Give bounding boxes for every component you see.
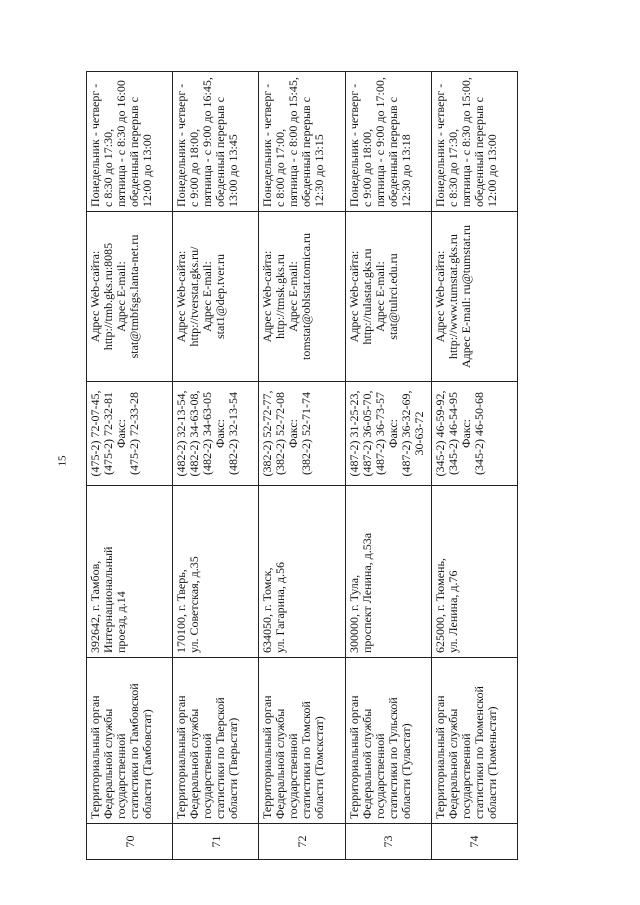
organization-line: Территориальный орган (346, 695, 361, 819)
website-email-line: Адрес Web-сайта: (432, 250, 447, 343)
website-email-line: http://tverstat.gks.ru/ (187, 246, 202, 347)
phone-fax-line: (382-2) 52-71-74 (299, 392, 314, 475)
organization-line: Территориальный орган (88, 695, 102, 819)
address-line: 170100, г. Тверь, (174, 569, 189, 653)
row-number-cell: 70 (87, 824, 173, 860)
website-email-line: http://tmb.gks.ru:8085 (101, 242, 115, 351)
website-email-line: stat@tulrci.edu.ru (385, 253, 400, 340)
rotated-table-frame (86, 72, 518, 860)
website-email-cell (431, 212, 517, 382)
address-cell (87, 486, 173, 658)
website-email-line: Адрес E-mail: (372, 261, 387, 332)
organization-line: Федеральной службы (359, 708, 374, 819)
organization-line: статистики по Тверской (213, 697, 228, 819)
working-hours-line: обеденный перерыв с (385, 96, 400, 207)
working-hours-line: Понедельник - четверг - (174, 83, 189, 207)
phone-fax-line: (475-2) 72-07-45, (88, 390, 102, 477)
organization-line: государственной (372, 733, 387, 819)
organization-cell (87, 658, 173, 824)
phone-fax-cell (87, 382, 173, 486)
organization-line: статистики по Тамбовской (127, 683, 141, 819)
address-line: ул. Советская, д.35 (187, 556, 202, 653)
website-email-line: Адрес Web-сайта: (174, 250, 189, 343)
phone-fax-line: (382-2) 52-72-08 (273, 392, 288, 475)
organization-line: Территориальный орган (432, 695, 447, 819)
working-hours-line: Понедельник - четверг - (346, 83, 361, 207)
address-line: 392642, г. Тамбов, (88, 560, 102, 653)
website-email-line: stat1@dep.tver.ru (213, 253, 228, 340)
phone-fax-line: (475-2) 72-33-28 (127, 392, 141, 475)
website-email-line: Адрес Web-сайта: (260, 250, 275, 343)
phone-fax-line: (487-2) 36-05-70, (359, 390, 374, 477)
territorial-offices-table (86, 71, 518, 860)
address-cell (173, 486, 259, 658)
phone-fax-line: (482-2) 34-63-08, (187, 390, 202, 477)
table-row (87, 72, 173, 860)
working-hours-line: с 8:30 до 17:30, (445, 128, 460, 207)
phone-fax-line: (482-2) 34-63-05 (200, 392, 215, 475)
table-body (87, 72, 518, 860)
organization-cell (345, 658, 431, 824)
working-hours-cell (259, 72, 345, 212)
table-row (345, 72, 431, 860)
phone-fax-line: (487-2) 31-25-23, (346, 390, 361, 477)
address-line: проспект Ленина, д.53а (359, 532, 374, 653)
phone-fax-line: (487-2) 36-73-57 (372, 392, 387, 475)
organization-cell (173, 658, 259, 824)
organization-line: области (Тюменьстат) (484, 706, 499, 819)
working-hours-cell (431, 72, 517, 212)
phone-fax-cell (173, 382, 259, 486)
phone-fax-line: Факс: (286, 419, 301, 448)
organization-line: Федеральной службы (101, 708, 115, 819)
website-email-cell (173, 212, 259, 382)
working-hours-line: обеденный перерыв с (213, 96, 228, 207)
working-hours-line: с 8:30 до 17:30, (101, 128, 115, 207)
organization-line: Федеральной службы (187, 708, 202, 819)
phone-fax-line: (482-2) 32-13-54, (174, 390, 189, 477)
row-number-cell: 71 (173, 824, 259, 860)
phone-fax-line: 30-63-72 (411, 411, 426, 456)
organization-line: Территориальный орган (174, 695, 189, 819)
address-line: Интернациональный (101, 546, 115, 653)
website-email-line: stat@tmbfsgs.lanta-net.ru (127, 234, 141, 359)
address-line: 634050, г. Томск, (260, 567, 275, 653)
working-hours-cell (87, 72, 173, 212)
table-row (431, 72, 517, 860)
website-email-line: tomstat@oblstat.tomica.ru (299, 232, 314, 361)
address-line: 625000, г. Тюмень, (432, 558, 447, 653)
working-hours-line: 13:00 до 13:45 (226, 134, 241, 207)
organization-line: государственной (458, 733, 473, 819)
row-number-cell: 73 (345, 824, 431, 860)
address-cell (259, 486, 345, 658)
organization-line: государственной (114, 733, 128, 819)
phone-fax-line: (345-2) 46-59-92, (432, 390, 447, 477)
phone-fax-line: Факс: (385, 419, 400, 448)
organization-cell (431, 658, 517, 824)
working-hours-line: пятница - с 8:30 до 16:00 (114, 80, 128, 207)
organization-line: области (Тамбовстат) (140, 709, 154, 819)
organization-line: государственной (200, 733, 215, 819)
phone-fax-line: (345-2) 46-50-68 (471, 392, 486, 475)
website-email-cell (87, 212, 173, 382)
working-hours-line: 12:30 до 13:15 (312, 134, 327, 207)
page-number: 15 (56, 455, 69, 467)
phone-fax-cell (345, 382, 431, 486)
address-cell (431, 486, 517, 658)
website-email-line: Адрес Web-сайта: (346, 250, 361, 343)
phone-fax-line: (487-2) 36-32-69, (398, 390, 413, 477)
working-hours-line: с 9:00 до 18:00, (187, 128, 202, 207)
website-email-line: Адрес Web-сайта: (88, 250, 102, 343)
website-email-line: Адрес E-mail: (200, 261, 215, 332)
working-hours-line: Понедельник - четверг - (88, 83, 102, 207)
organization-line: области (Туластат) (398, 723, 413, 819)
address-line: 300000, г. Тула, (346, 574, 361, 653)
website-email-line: Адрес E-mail: (114, 261, 128, 332)
address-line: ул. Гагарина, д.56 (273, 562, 288, 653)
phone-fax-line: Факс: (213, 419, 228, 448)
organization-line: области (Томскстат) (312, 716, 327, 819)
phone-fax-line: (345-2) 46-54-95 (445, 392, 460, 475)
working-hours-line: 12:30 до 13:18 (398, 134, 413, 207)
working-hours-line: обеденный перерыв с (471, 96, 486, 207)
working-hours-line: пятница - с 9:00 до 16:45, (200, 77, 215, 207)
address-line: ул. Ленина, д.76 (445, 570, 460, 653)
address-cell (345, 486, 431, 658)
phone-fax-line: (482-2) 32-13-54 (226, 392, 241, 475)
address-line: проезд, д.14 (114, 591, 128, 653)
working-hours-line: Понедельник - четверг - (260, 83, 275, 207)
organization-line: области (Тверьстат) (226, 717, 241, 819)
phone-fax-line: Факс: (458, 419, 473, 448)
working-hours-line: Понедельник - четверг - (432, 83, 447, 207)
organization-line: статистики по Тюменской (471, 686, 486, 819)
working-hours-line: обеденный перерыв с (299, 96, 314, 207)
working-hours-line: пятница - с 9:00 до 17:00, (372, 77, 387, 207)
website-email-cell (259, 212, 345, 382)
organization-line: Федеральной службы (445, 708, 460, 819)
row-number-cell: 74 (431, 824, 517, 860)
phone-fax-line: (475-2) 72-32-81 (101, 392, 115, 475)
working-hours-line: обеденный перерыв с (127, 96, 141, 207)
working-hours-line: пятница - с 8:00 до 15:45, (286, 77, 301, 207)
working-hours-line: с 8:00 до 17:00, (273, 128, 288, 207)
phone-fax-cell (259, 382, 345, 486)
organization-line: статистики по Томской (299, 701, 314, 819)
organization-line: Территориальный орган (260, 695, 275, 819)
website-email-line: http://tulastat.gks.ru (359, 248, 374, 345)
table-row (173, 72, 259, 860)
working-hours-cell (173, 72, 259, 212)
organization-line: статистики по Тульской (385, 697, 400, 819)
organization-line: государственной (286, 733, 301, 819)
website-email-line: Адрес E-mail: (286, 261, 301, 332)
phone-fax-cell (431, 382, 517, 486)
working-hours-line: пятница - с 8:30 до 15:00, (458, 77, 473, 207)
working-hours-line: 12:00 до 13:00 (140, 134, 154, 207)
working-hours-cell (345, 72, 431, 212)
working-hours-line: с 9:00 до 18:00, (359, 128, 374, 207)
website-email-line: http://www.tumstat.gks.ru (445, 234, 460, 359)
organization-cell (259, 658, 345, 824)
organization-line: Федеральной службы (273, 708, 288, 819)
website-email-line: http://tmsk.gks.ru (273, 254, 288, 339)
website-email-cell (345, 212, 431, 382)
phone-fax-line: Факс: (114, 419, 128, 448)
phone-fax-line: (382-2) 52-72-77, (260, 390, 275, 477)
website-email-line: Адрес E-mail: ru@tumstat.ru (458, 224, 473, 369)
row-number-cell: 72 (259, 824, 345, 860)
table-row (259, 72, 345, 860)
working-hours-line: 12:00 до 13:00 (484, 134, 499, 207)
